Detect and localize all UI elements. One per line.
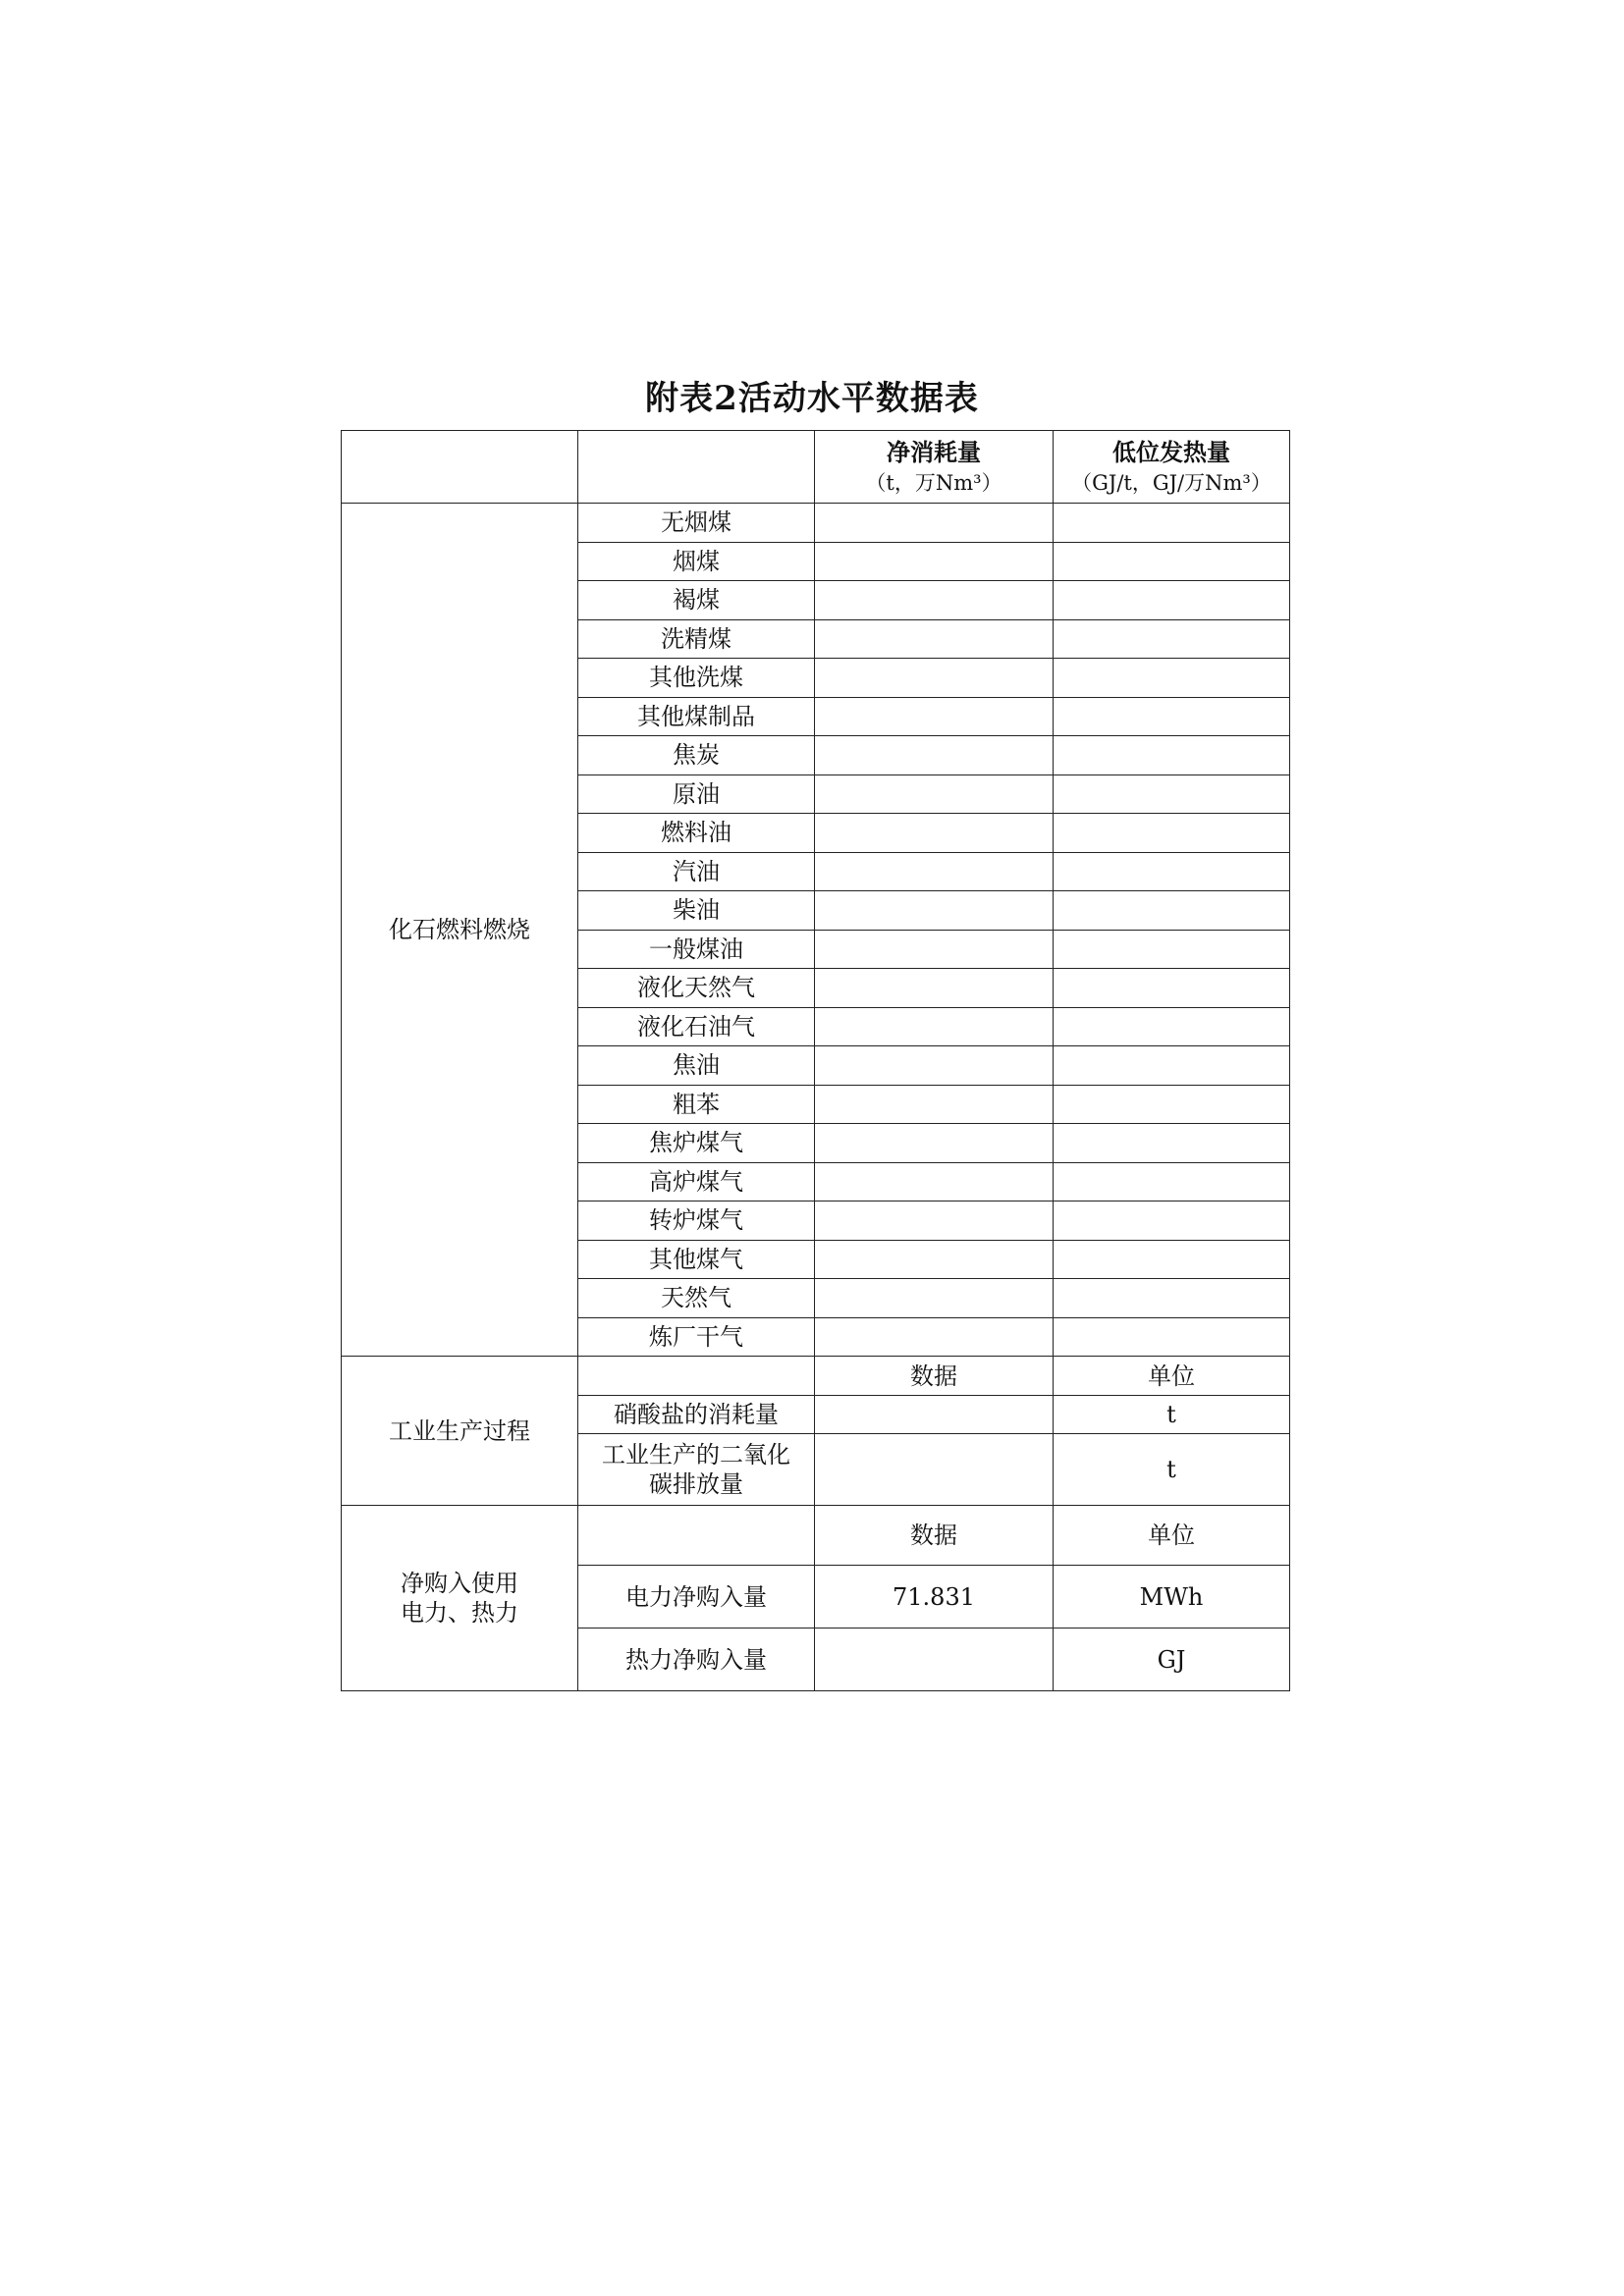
industrial-item-label-line1: 工业生产的二氧化: [602, 1441, 790, 1468]
header-net-consumption-label: 净消耗量: [887, 437, 981, 466]
purchased-item-label: 电力净购入量: [578, 1566, 815, 1629]
net-consumption-cell[interactable]: [815, 1162, 1054, 1201]
purchased-item-label: 热力净购入量: [578, 1629, 815, 1691]
heating-value-cell[interactable]: [1054, 1124, 1290, 1163]
fuel-name: 焦油: [578, 1046, 815, 1086]
fuel-name: 粗苯: [578, 1085, 815, 1124]
net-consumption-cell[interactable]: [815, 581, 1054, 620]
header-net-consumption: [815, 431, 1054, 504]
fuel-name: 洗精煤: [578, 619, 815, 659]
industrial-col-unit: 单位: [1054, 1357, 1290, 1396]
heating-value-cell[interactable]: [1054, 930, 1290, 969]
purchased-col-unit: 单位: [1054, 1506, 1290, 1566]
net-consumption-cell[interactable]: [815, 504, 1054, 543]
net-consumption-cell[interactable]: [815, 814, 1054, 853]
purchased-col-data: 数据: [815, 1506, 1054, 1566]
fuel-name: 焦炭: [578, 736, 815, 775]
activity-data-table: [341, 430, 1290, 1691]
fuel-name: 液化石油气: [578, 1007, 815, 1046]
heating-value-cell[interactable]: [1054, 581, 1290, 620]
industrial-header-empty: [578, 1357, 815, 1396]
net-consumption-cell[interactable]: [815, 1317, 1054, 1357]
heating-value-cell[interactable]: [1054, 1007, 1290, 1046]
header-lower-heating-value: [1054, 431, 1290, 504]
page-title: 附表2活动水平数据表: [645, 379, 979, 418]
industrial-item-label-multiline: [578, 1434, 815, 1506]
industrial-value-cell[interactable]: [815, 1434, 1054, 1506]
heating-value-cell[interactable]: [1054, 736, 1290, 775]
header-cell-empty-2: [578, 431, 815, 504]
heating-value-cell[interactable]: [1054, 852, 1290, 891]
header-lower-heating-value-label: 低位发热量: [1112, 437, 1230, 466]
fuel-name: 转炉煤气: [578, 1201, 815, 1241]
heating-value-cell[interactable]: [1054, 814, 1290, 853]
heating-value-cell[interactable]: [1054, 1201, 1290, 1241]
header-cell-empty-1: [342, 431, 578, 504]
fuel-name: 原油: [578, 774, 815, 814]
purchased-value-cell[interactable]: 71.831: [815, 1566, 1054, 1629]
industrial-item-label-line2: 碳排放量: [649, 1470, 743, 1498]
heating-value-cell[interactable]: [1054, 659, 1290, 698]
heating-value-cell[interactable]: [1054, 1162, 1290, 1201]
heating-value-cell[interactable]: [1054, 1046, 1290, 1086]
fuel-name: 无烟煤: [578, 504, 815, 543]
net-consumption-cell[interactable]: [815, 1124, 1054, 1163]
industrial-col-data: 数据: [815, 1357, 1054, 1396]
net-consumption-cell[interactable]: [815, 1240, 1054, 1279]
fuel-name: 天然气: [578, 1279, 815, 1318]
group-purchased-power-heat: [342, 1506, 578, 1691]
group-industrial-process: 工业生产过程: [342, 1357, 578, 1506]
net-consumption-cell[interactable]: [815, 1007, 1054, 1046]
heating-value-cell[interactable]: [1054, 697, 1290, 736]
heating-value-cell[interactable]: [1054, 1317, 1290, 1357]
heating-value-cell[interactable]: [1054, 619, 1290, 659]
group-fossil-fuel-combustion: 化石燃料燃烧: [342, 504, 578, 1357]
purchased-value-cell[interactable]: [815, 1629, 1054, 1691]
industrial-unit: t: [1054, 1396, 1290, 1434]
header-row: [342, 431, 1290, 504]
net-consumption-cell[interactable]: [815, 619, 1054, 659]
purchased-unit: MWh: [1054, 1566, 1290, 1629]
net-consumption-cell[interactable]: [815, 1279, 1054, 1318]
fuel-name: 炼厂干气: [578, 1317, 815, 1357]
fuel-name: 褐煤: [578, 581, 815, 620]
header-lower-heating-value-unit: （GJ/t，GJ/万Nm³）: [1071, 470, 1272, 495]
fuel-name: 汽油: [578, 852, 815, 891]
net-consumption-cell[interactable]: [815, 969, 1054, 1008]
fuel-name: 燃料油: [578, 814, 815, 853]
heating-value-cell[interactable]: [1054, 542, 1290, 581]
fuel-name: 一般煤油: [578, 930, 815, 969]
industrial-value-cell[interactable]: [815, 1396, 1054, 1434]
net-consumption-cell[interactable]: [815, 542, 1054, 581]
industrial-unit: t: [1054, 1434, 1290, 1506]
fuel-name: 其他煤气: [578, 1240, 815, 1279]
fuel-name: 烟煤: [578, 542, 815, 581]
industrial-item-label: 硝酸盐的消耗量: [578, 1396, 815, 1434]
heating-value-cell[interactable]: [1054, 1085, 1290, 1124]
net-consumption-cell[interactable]: [815, 697, 1054, 736]
net-consumption-cell[interactable]: [815, 930, 1054, 969]
net-consumption-cell[interactable]: [815, 891, 1054, 931]
net-consumption-cell[interactable]: [815, 774, 1054, 814]
net-consumption-cell[interactable]: [815, 1046, 1054, 1086]
purchased-header-row: [342, 1506, 1290, 1566]
heating-value-cell[interactable]: [1054, 774, 1290, 814]
net-consumption-cell[interactable]: [815, 736, 1054, 775]
purchased-unit: GJ: [1054, 1629, 1290, 1691]
group-purchased-label-line1: 净购入使用: [401, 1570, 518, 1597]
purchased-header-empty: [578, 1506, 815, 1566]
net-consumption-cell[interactable]: [815, 852, 1054, 891]
fuel-name: 焦炉煤气: [578, 1124, 815, 1163]
fuel-name: 柴油: [578, 891, 815, 931]
heating-value-cell[interactable]: [1054, 1279, 1290, 1318]
fuel-name: 其他洗煤: [578, 659, 815, 698]
fuel-name: 其他煤制品: [578, 697, 815, 736]
net-consumption-cell[interactable]: [815, 1201, 1054, 1241]
header-net-consumption-unit: （t，万Nm³）: [865, 470, 1002, 495]
fuel-name: 高炉煤气: [578, 1162, 815, 1201]
heating-value-cell[interactable]: [1054, 1240, 1290, 1279]
net-consumption-cell[interactable]: [815, 1085, 1054, 1124]
heating-value-cell[interactable]: [1054, 969, 1290, 1008]
net-consumption-cell[interactable]: [815, 659, 1054, 698]
heating-value-cell[interactable]: [1054, 891, 1290, 931]
fuel-row: [342, 504, 1290, 543]
fuel-name: 液化天然气: [578, 969, 815, 1008]
industrial-header-row: [342, 1357, 1290, 1396]
heating-value-cell[interactable]: [1054, 504, 1290, 543]
group-purchased-label-line2: 电力、热力: [401, 1599, 518, 1627]
